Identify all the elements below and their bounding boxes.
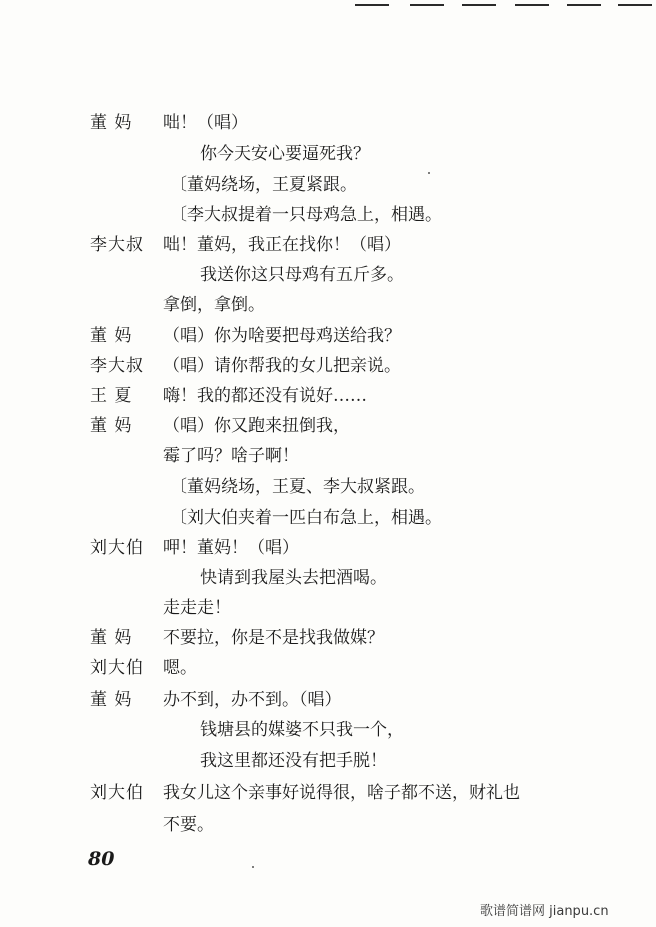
script-line — [0, 108, 656, 138]
script-line — [0, 260, 656, 290]
header-rule-5 — [567, 4, 601, 6]
lyric-text: 我这里都还没有把手脱！ — [200, 751, 387, 771]
speaker-name: 王 夏 — [90, 386, 133, 406]
script-line — [0, 472, 656, 502]
script-line — [0, 623, 656, 653]
site-watermark: 歌谱简谱网 jianpu.cn — [480, 904, 609, 919]
print-speck — [428, 172, 430, 174]
script-line — [0, 381, 656, 411]
speaker-name: 董 妈 — [90, 326, 133, 346]
script-line — [0, 170, 656, 200]
dialogue-text: 呷！董妈！（唱） — [163, 538, 299, 558]
script-line — [0, 715, 656, 745]
dialogue-text: 霉了吗？啥子啊！ — [163, 446, 299, 466]
dialogue-text: 办不到，办不到。（唱） — [163, 690, 342, 710]
script-line — [0, 778, 656, 808]
stage-direction: 〔董妈绕场，王夏紧跟。 — [170, 175, 357, 195]
header-rule-1 — [355, 4, 389, 6]
lyric-text: 我送你这只母鸡有五斤多。 — [200, 265, 404, 285]
script-line — [0, 593, 656, 623]
dialogue-text: 我女儿这个亲事好说得很，啥子都不送，财礼也 — [163, 783, 520, 803]
script-line — [0, 321, 656, 351]
speaker-name: 李大叔 — [90, 235, 144, 255]
speaker-name: 董 妈 — [90, 113, 133, 133]
script-line — [0, 290, 656, 320]
dialogue-text: 咄！（唱） — [163, 113, 248, 133]
dialogue-text: 嗯。 — [163, 658, 197, 678]
speaker-name: 董 妈 — [90, 628, 133, 648]
dialogue-text: 走走走！ — [163, 598, 231, 618]
speaker-name: 刘大伯 — [90, 658, 144, 678]
script-line — [0, 200, 656, 230]
stage-direction: 〔李大叔提着一只母鸡急上，相遇。 — [170, 205, 442, 225]
lyric-text: 你今天安心要逼死我？ — [200, 144, 370, 164]
script-line — [0, 533, 656, 563]
dialogue-text: （唱）请你帮我的女儿把亲说。 — [163, 356, 401, 376]
dialogue-text: （唱）你又跑来扭倒我， — [163, 416, 350, 436]
dialogue-text: 拿倒，拿倒。 — [163, 295, 265, 315]
speaker-name: 董 妈 — [90, 690, 133, 710]
script-line — [0, 230, 656, 260]
script-line — [0, 351, 656, 381]
header-rule-3 — [462, 4, 496, 6]
script-line — [0, 139, 656, 169]
speaker-name: 董 妈 — [90, 416, 133, 436]
script-line — [0, 411, 656, 441]
dialogue-text: 不要拉，你是不是找我做媒？ — [163, 628, 384, 648]
dialogue-text: 嗨！我的都还没有说好…… — [163, 386, 367, 406]
script-line — [0, 685, 656, 715]
lyric-text: 钱塘县的媒婆不只我一个， — [200, 720, 404, 740]
script-line — [0, 563, 656, 593]
speaker-name: 刘大伯 — [90, 783, 144, 803]
dialogue-text: （唱）你为啥要把母鸡送给我？ — [163, 326, 401, 346]
header-rule-6 — [618, 4, 652, 6]
dialogue-text: 咄！董妈，我正在找你！（唱） — [163, 235, 401, 255]
header-rule-4 — [515, 4, 549, 6]
stage-direction: 〔刘大伯夹着一匹白布急上，相遇。 — [170, 508, 442, 528]
script-line — [0, 653, 656, 683]
header-rule-2 — [410, 4, 444, 6]
script-line — [0, 746, 656, 776]
stage-direction: 〔董妈绕场，王夏、李大叔紧跟。 — [170, 477, 425, 497]
lyric-text: 快请到我屋头去把酒喝。 — [200, 568, 387, 588]
page-number: 80 — [88, 848, 115, 870]
speaker-name: 李大叔 — [90, 356, 144, 376]
script-line — [0, 810, 656, 840]
script-line — [0, 503, 656, 533]
dialogue-text: 不要。 — [163, 815, 214, 835]
script-line — [0, 441, 656, 471]
print-speck — [252, 866, 254, 868]
speaker-name: 刘大伯 — [90, 538, 144, 558]
